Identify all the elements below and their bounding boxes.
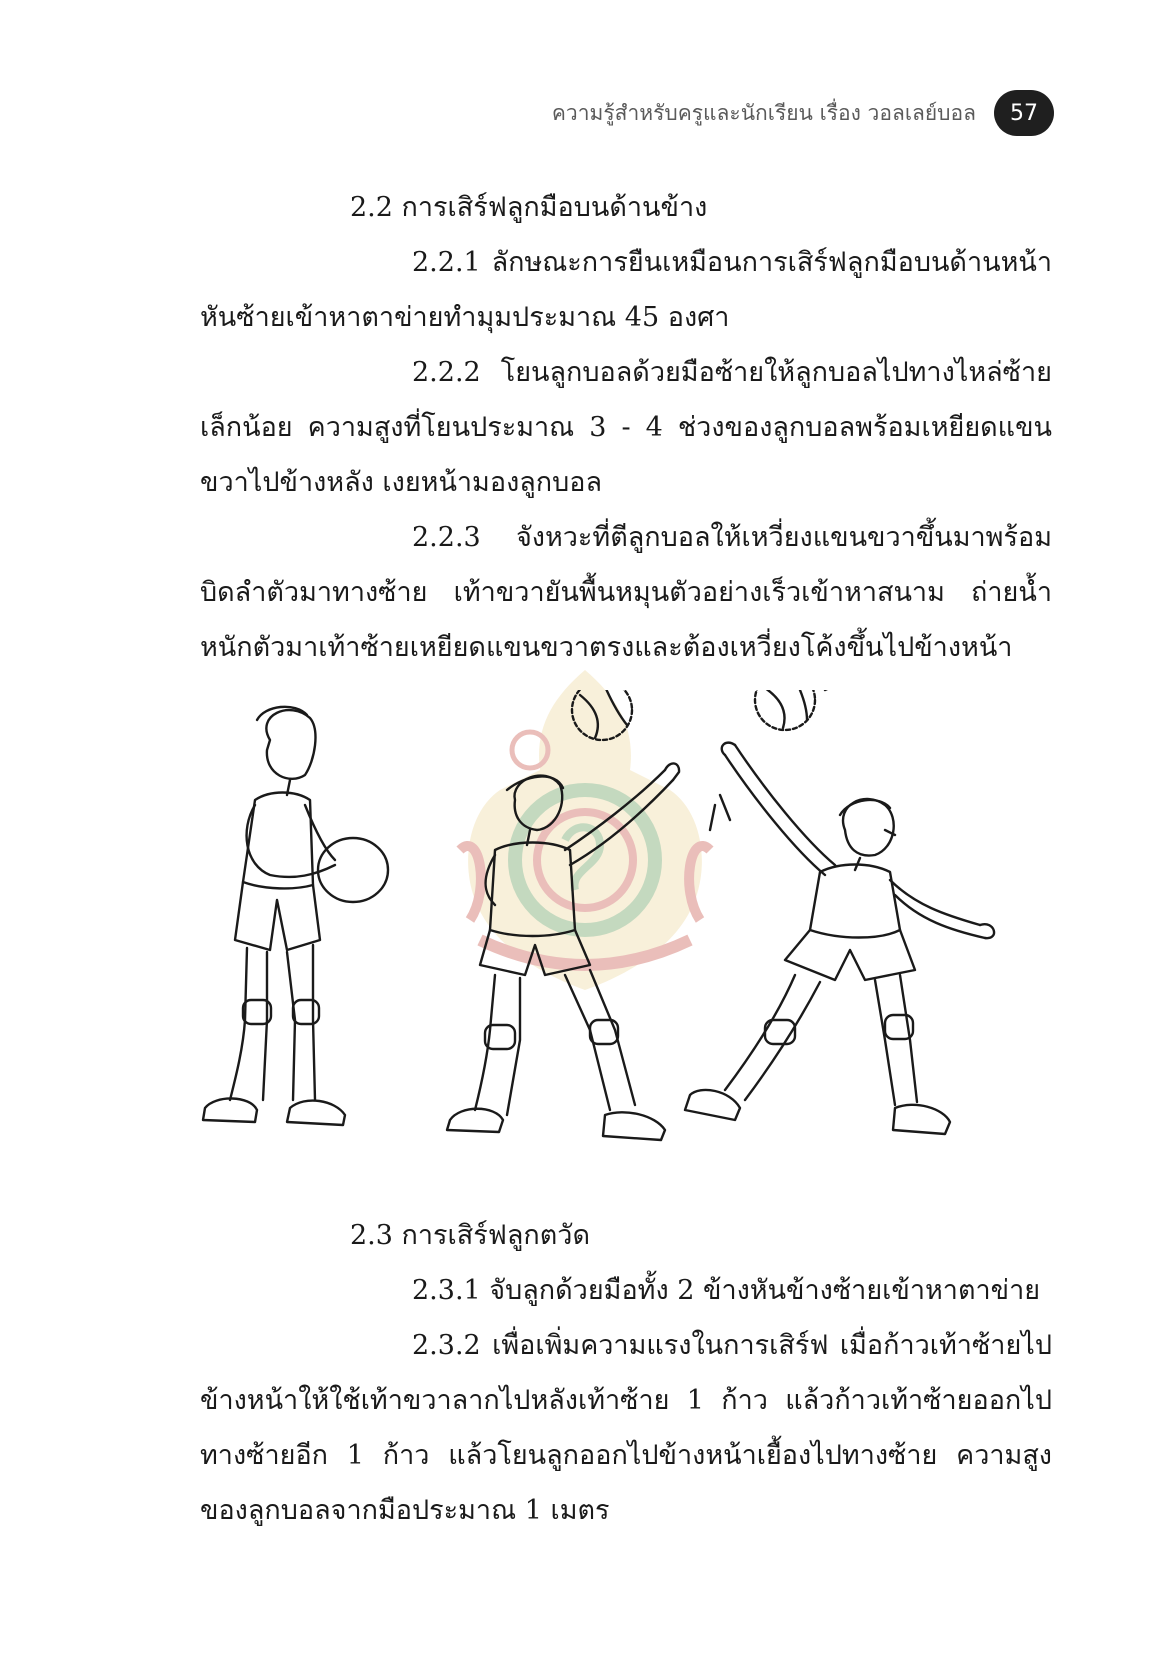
paragraph: 2.2.2 โยนลูกบอลด้วยมือซ้ายให้ลูกบอลไปทางไหล่ซ้ายเล็กน้อย ความสูงที่โยนประมาณ 3 - 4 ช่วงของลูกบอลพร้อมเหยียดแขนขวาไปข้างหลัง เงยหน้ามองลูกบอล bbox=[200, 357, 1052, 498]
section-heading: 2.2 การเสิร์ฟลูกมือบนด้านข้าง bbox=[350, 192, 708, 223]
paragraph: 2.3.1 จับลูกด้วยมือทั้ง 2 ข้างหันข้างซ้ายเข้าหาตาข่าย bbox=[412, 1275, 1041, 1306]
player-figure-1 bbox=[203, 707, 388, 1125]
section-2-2 bbox=[200, 180, 1052, 675]
paragraph: 2.3.2 เพื่อเพิ่มความแรงในการเสิร์ฟ เมื่อก้าวเท้าซ้ายไปข้างหน้าให้ใช้เท้าขวาลากไปหลังเท้าซ้าย 1 ก้าว แล้วก้าวเท้าซ้ายออกไปทางซ้ายอีก 1 ก้าว แล้วโยนลูกออกไปข้างหน้าเยื้องไปทางซ้าย ความสูงของลูกบอลจากมือประมาณ 1 เมตร bbox=[200, 1330, 1052, 1526]
header-title: ความรู้สำหรับครูและนักเรียน เรื่อง วอลเลย์บอล bbox=[551, 100, 976, 125]
paragraph: 2.2.1 ลักษณะการยืนเหมือนการเสิร์ฟลูกมือบนด้านหน้า หันซ้ายเข้าหาตาข่ายทำมุมประมาณ 45 องศา bbox=[200, 247, 1052, 333]
section-heading: 2.3 การเสิร์ฟลูกตวัด bbox=[350, 1220, 590, 1251]
player-figure-3 bbox=[685, 690, 994, 1134]
player-figure-2 bbox=[447, 690, 730, 1140]
paragraph: 2.2.3 จังหวะที่ตีลูกบอลให้เหวี่ยงแขนขวาขึ้นมาพร้อมบิดลำตัวมาทางซ้าย เท้าขวายันพื้นหมุนตัวอย่างเร็วเข้าหาสนาม ถ่ายน้ำหนักตัวมาเท้าซ้ายเหยียดแขนขวาตรงและต้องเหวี่ยงโค้งขึ้นไปข้างหน้า bbox=[200, 522, 1052, 663]
serve-sequence-illustration bbox=[195, 690, 1055, 1210]
section-2-3 bbox=[200, 1208, 1052, 1538]
running-header bbox=[552, 88, 1054, 138]
page-number-badge: 57 bbox=[994, 90, 1054, 136]
